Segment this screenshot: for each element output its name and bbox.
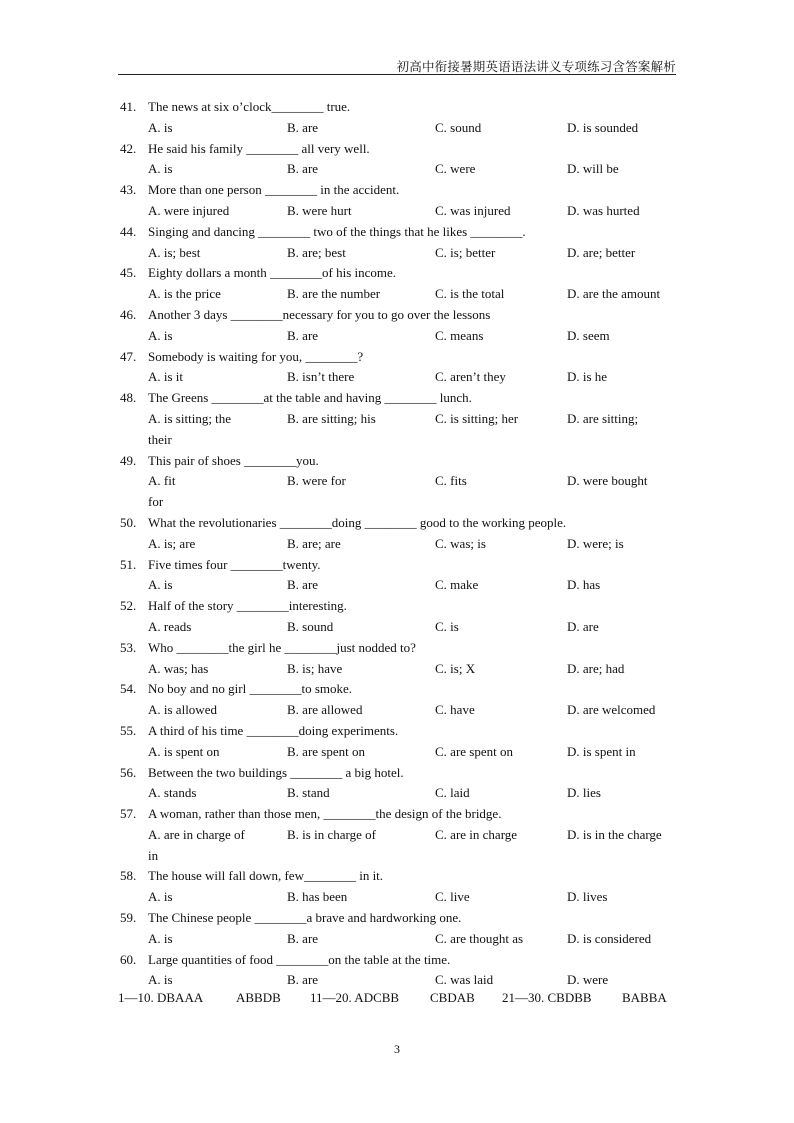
option-continuation: their: [148, 431, 172, 447]
option-a: A. was; has: [148, 660, 209, 676]
question-stem: A woman, rather than those men, ________the design of the bridge.: [148, 806, 502, 822]
page-number: 3: [394, 1042, 400, 1056]
option-b: B. were hurt: [287, 202, 352, 218]
question-number: 51.: [120, 556, 137, 572]
question-stem: No boy and no girl ________to smoke.: [148, 681, 353, 697]
option-d: D. are welcomed: [567, 702, 656, 718]
option-d: D. are; had: [567, 660, 625, 676]
option-c: C. is; X: [435, 660, 476, 676]
question-stem: Somebody is waiting for you, ________?: [148, 348, 364, 364]
option-c: C. make: [435, 577, 479, 593]
option-d: D. is spent in: [567, 743, 636, 759]
question-stem: The Chinese people ________a brave and hardworking one.: [148, 910, 462, 926]
question-number: 44.: [120, 223, 137, 239]
question-number: 43.: [120, 182, 137, 198]
option-continuation: in: [148, 847, 159, 863]
option-b: B. are spent on: [287, 743, 365, 759]
question-item: [118, 721, 678, 763]
question-item: [118, 513, 678, 555]
option-c: C. have: [435, 702, 475, 718]
option-c: C. was injured: [435, 202, 511, 218]
option-b: B. is; have: [287, 660, 343, 676]
option-c: C. was; is: [435, 535, 486, 551]
question-item: [118, 180, 678, 222]
question-number: 54.: [120, 681, 137, 697]
option-b: B. has been: [287, 889, 348, 905]
answer-group: 1—10. DBAAA: [118, 990, 204, 1005]
option-d: D. are; better: [567, 244, 636, 260]
option-c: C. is; better: [435, 244, 496, 260]
question-number: 57.: [120, 806, 137, 822]
option-d: D. were; is: [567, 535, 624, 551]
option-b: B. stand: [287, 785, 330, 801]
question-number: 47.: [120, 348, 137, 364]
question-stem: This pair of shoes ________you.: [148, 452, 319, 468]
answer-group: ABBDB: [236, 990, 281, 1005]
option-d: D. is considered: [567, 930, 652, 946]
option-a: A. is: [148, 161, 173, 177]
option-a: A. were injured: [148, 202, 230, 218]
option-b: B. isn’t there: [287, 369, 355, 385]
option-d: D. will be: [567, 161, 619, 177]
option-c: C. is: [435, 618, 459, 634]
question-stem: Singing and dancing ________ two of the things that he likes ________.: [148, 223, 526, 239]
option-a: A. is the price: [148, 286, 221, 302]
option-d: D. are sitting;: [567, 410, 639, 426]
option-a: A. is: [148, 889, 173, 905]
question-number: 49.: [120, 452, 137, 468]
question-number: 55.: [120, 722, 137, 738]
question-item: [118, 263, 678, 305]
question-item: [118, 866, 678, 908]
question-number: 50.: [120, 514, 137, 530]
option-c: C. were: [435, 161, 476, 177]
answer-group: BABBA: [622, 990, 667, 1005]
option-d: D. is he: [567, 369, 608, 385]
answer-group: CBDAB: [430, 990, 475, 1005]
option-a: A. fit: [148, 473, 176, 489]
option-c: C. are in charge: [435, 826, 518, 842]
question-number: 46.: [120, 306, 137, 322]
question-number: 58.: [120, 868, 137, 884]
answer-group: 21—30. CBDBB: [502, 990, 592, 1005]
option-d: D. were bought: [567, 473, 648, 489]
question-number: 53.: [120, 639, 137, 655]
option-a: A. reads: [148, 618, 192, 634]
question-item: [118, 638, 678, 680]
option-d: D. lives: [567, 889, 608, 905]
option-d: D. are the amount: [567, 286, 661, 302]
question-item: [118, 763, 678, 805]
question-stem: What the revolutionaries ________doing ________ good to the working people.: [148, 514, 567, 530]
option-a: A. is; are: [148, 535, 196, 551]
question-stem: The news at six o’clock________ true.: [148, 99, 351, 114]
option-a: A. is: [148, 327, 173, 343]
question-number: 42.: [120, 140, 137, 156]
option-c: C. aren’t they: [435, 369, 506, 385]
option-d: D. were: [567, 972, 609, 988]
question-stem: Another 3 days ________necessary for you to go over the lessons: [148, 306, 491, 322]
option-b: B. were for: [287, 473, 346, 489]
question-stem: He said his family ________ all very well.: [148, 140, 370, 156]
option-a: A. is spent on: [148, 743, 220, 759]
option-b: B. are: [287, 930, 319, 946]
question-item: [118, 596, 678, 638]
option-c: C. are thought as: [435, 930, 524, 946]
option-b: B. are the number: [287, 286, 381, 302]
option-c: C. fits: [435, 473, 467, 489]
question-item: [118, 804, 678, 866]
question-number: 45.: [120, 265, 137, 281]
option-c: C. is the total: [435, 286, 505, 302]
header-rule: [118, 74, 676, 75]
question-stem: Who ________the girl he ________just nodded to?: [148, 639, 416, 655]
option-a: A. is: [148, 972, 173, 988]
option-d: D. was hurted: [567, 202, 640, 218]
option-c: C. are spent on: [435, 743, 513, 759]
question-stem: More than one person ________ in the accident.: [148, 182, 400, 198]
option-c: C. live: [435, 889, 470, 905]
answer-key: [118, 990, 667, 1006]
question-item: [118, 139, 678, 181]
question-item: [118, 451, 678, 513]
option-d: D. are: [567, 618, 599, 634]
question-item: [118, 679, 678, 721]
question-item: [118, 555, 678, 597]
option-b: B. are: [287, 577, 319, 593]
question-stem: Between the two buildings ________ a big hotel.: [148, 764, 404, 780]
option-a: A. is it: [148, 369, 184, 385]
option-c: C. sound: [435, 119, 482, 135]
option-a: A. is: [148, 577, 173, 593]
option-b: B. sound: [287, 618, 334, 634]
question-item: [118, 305, 678, 347]
question-stem: Large quantities of food ________on the table at the time.: [148, 951, 451, 967]
option-d: D. lies: [567, 785, 601, 801]
option-a: A. are in charge of: [148, 826, 245, 842]
question-stem: The house will fall down, few________ in it.: [148, 868, 384, 884]
question-item: [118, 908, 678, 950]
question-stem: The Greens ________at the table and having ________ lunch.: [148, 390, 472, 406]
option-c: C. is sitting; her: [435, 410, 519, 426]
question-stem: Eighty dollars a month ________of his income.: [148, 265, 397, 281]
option-b: B. are: [287, 161, 319, 177]
question-number: 59.: [120, 910, 137, 926]
option-a: A. is; best: [148, 244, 201, 260]
option-c: C. was laid: [435, 972, 494, 988]
option-a: A. is: [148, 119, 173, 135]
question-number: 60.: [120, 951, 137, 967]
question-stem: Five times four ________twenty.: [148, 556, 321, 572]
option-b: B. is in charge of: [287, 826, 376, 842]
option-continuation: for: [148, 494, 164, 510]
question-number: 56.: [120, 764, 137, 780]
option-b: B. are; are: [287, 535, 341, 551]
page-header: 初高中衔接暑期英语语法讲义专项练习含答案解析: [396, 59, 676, 74]
option-b: B. are allowed: [287, 702, 363, 718]
question-number: 52.: [120, 598, 137, 614]
question-number: 48.: [120, 390, 137, 406]
question-item: [118, 97, 678, 139]
question-item: [118, 347, 678, 389]
option-d: D. seem: [567, 327, 610, 343]
option-d: D. is in the charge: [567, 826, 662, 842]
option-b: B. are; best: [287, 244, 346, 260]
option-b: B. are: [287, 327, 319, 343]
question-number: 41.: [120, 99, 137, 114]
answer-group: 11—20. ADCBB: [310, 990, 400, 1005]
option-a: A. stands: [148, 785, 197, 801]
question-item: [118, 388, 678, 450]
option-a: A. is allowed: [148, 702, 217, 718]
option-b: B. are: [287, 119, 319, 135]
question-list: [118, 97, 678, 991]
question-stem: A third of his time ________doing experiments.: [148, 722, 399, 738]
question-item: [118, 950, 678, 992]
question-item: [118, 222, 678, 264]
question-stem: Half of the story ________interesting.: [148, 598, 347, 614]
option-d: D. has: [567, 577, 601, 593]
option-c: C. laid: [435, 785, 470, 801]
option-a: A. is sitting; the: [148, 410, 232, 426]
option-b: B. are: [287, 972, 319, 988]
option-d: D. is sounded: [567, 119, 639, 135]
option-a: A. is: [148, 930, 173, 946]
option-c: C. means: [435, 327, 484, 343]
option-b: B. are sitting; his: [287, 410, 376, 426]
